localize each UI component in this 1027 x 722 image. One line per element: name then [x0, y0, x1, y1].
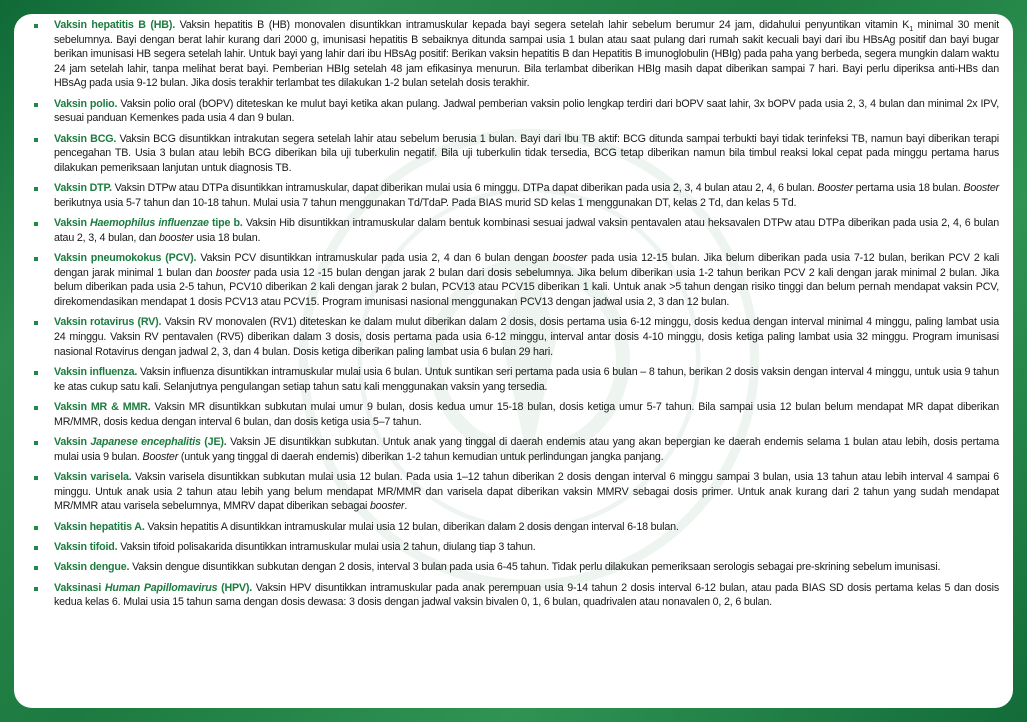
- item-title: Vaksin Japanese encephalitis (JE).: [54, 436, 227, 449]
- item-title: Vaksin polio.: [54, 97, 118, 110]
- item-title: Vaksin influenza.: [54, 366, 138, 379]
- item-title: Vaksin pneumokokus (PCV).: [54, 252, 197, 265]
- list-item-mr-mmr: Vaksin MR & MMR. Vaksin MR disuntikkan subkutan mulai umur 9 bulan, dosis kedua umur 15-18 bulan, dosis ketiga umur 5-7 tahun. Bila sampai usia 12 bulan belum mendapat MR dapat diberikan MR/MMR, dosis kedua dengan interval 6 bulan, dan dosis ketiga usia 5–7 tahun.: [54, 401, 999, 428]
- list-item-dtp: Vaksin DTP. Vaksin DTPw atau DTPa disuntikkan intramuskular, dapat diberikan mulai usia 6 minggu. DTPa dapat diberikan pada usia 2, 3, 4 bulan atau 2, 4, 6 bulan. Booster pertama usia 18 bulan. Booster berikutnya usia 5-7 tahun dan 10-18 tahun. Mulai usia 7 tahun menggunakan Td/TdaP. Pada BIAS murid SD kelas 1 menggunakan DT, kelas 2 Td, dan kelas 5 Td.: [54, 182, 999, 209]
- item-title: Vaksin BCG.: [54, 132, 117, 145]
- list-item-je: Vaksin Japanese encephalitis (JE). Vaksin JE disuntikkan subkutan. Untuk anak yang tinggal di daerah endemis atau yang akan bepergian ke daerah endemis selama 1 bulan atau lebih, dosis pertama mulai usia 9 bulan. Booster (untuk yang tinggal di daerah endemis) diberikan 1-2 tahun kemudian untuk perlindungan jangka panjang.: [54, 436, 999, 463]
- item-title: Vaksin hepatitis A.: [54, 520, 145, 533]
- list-item-varisela: Vaksin varisela. Vaksin varisela disuntikkan subkutan mulai usia 12 bulan. Pada usia 1–12 tahun diberikan 2 dosis dengan interval 6 minggu sampai 3 bulan, usia 13 tahun atau lebih interval 4 sampai 6 minggu. Untuk anak usia 2 tahun atau lebih yang belum mendapat MR/MMR dan varisela dapat diberikan vaksin MMRV sebagai dosis primer. Untuk anak kurang dari 2 tahun yang sudah mendapat MR/MMR atau varisela sebelumnya, MMRV dapat diberikan sebagai booster.: [54, 471, 999, 513]
- item-title: Vaksin tifoid.: [54, 540, 118, 553]
- list-item-hib: Vaksin Haemophilus influenzae tipe b. Vaksin Hib disuntikkan intramuskular dalam bentuk kombinasi sesuai jadwal vaksin pentavalen atau heksavalen DTPw atau DTPa diberikan pada usia 2, 4, 6 bulan atau 2, 3, 4 bulan, dan booster usia 18 bulan.: [54, 217, 1000, 244]
- list-item-rotavirus: Vaksin rotavirus (RV). Vaksin RV monovalen (RV1) diteteskan ke dalam mulut diberikan dalam 2 dosis, dosis pertama usia 6-12 minggu, dosis kedua dengan interval minimal 4 minggu, paling lambat usia 24 minggu. Vaksin RV pentavalen (RV5) diberikan dalam 3 dosis, dosis pertama pada usia 6-12 minggu, interval antar dosis 4-10 minggu, dosis ketiga paling lambat usia 32 minggu. Program imunisasi nasional Rotavirus dengan jadwal 2, 3, dan 4 bulan. Dosis ketiga diberikan paling lambat usia 6 bulan 29 hari.: [54, 316, 1000, 358]
- list-item-hepatitis-a: Vaksin hepatitis A. Vaksin hepatitis A disuntikkan intramuskular mulai usia 12 bulan, diberikan dalam 2 dosis dengan interval 6-18 bulan.: [54, 520, 999, 535]
- item-title: Vaksin MR & MMR.: [54, 401, 151, 414]
- list-item-hepatitis-b: Vaksin hepatitis B (HB). Vaksin hepatitis B (HB) monovalen disuntikkan intramuskular kepada bayi segera setelah lahir sebelum berumur 24 jam, didahului penyuntikan vitamin $K_1$ minimal 30 menit sebelumnya. Bayi dengan berat lahir kurang dari 2000 g, imunisasi hepatitis B sebaiknya ditunda sampai usia 1 bulan atau saat pulang dari rumah sakit kecuali bayi dari ibu HBsAg positif dan bayi bugar berikan imunisasi HB segera setelah lahir. Untuk bayi yang lahir dari ibu HBsAg positif: Berikan vaksin hepatitis B dan Hepatitis B imunoglobulin (HBIg) pada paha yang berbeda, segera mungkin dalam waktu 24 jam setelah lahir, tanpa melihat berat bayi. Pemberian HBIg setelah 48 jam efikasinya menurun. Bila terlambat diberikan HBIg masih dapat diberikan sampai 7 hari. Bayi perlu diperiksa anti-HBs dan HBsAg pada usia 9-12 bulan. Jika dosis terakhir terlambat tes dilakukan 1-2 bulan setelah dosis terakhir.: [54, 19, 1000, 90]
- list-item-bcg: Vaksin BCG. Vaksin BCG disuntikkan intrakutan segera setelah lahir atau sebelum berusia 1 bulan. Bayi dari Ibu TB aktif: BCG ditunda sampai terbukti bayi tidak terinfeksi TB, namun bayi diberikan terapi pencegahan TB. Usia 3 bulan atau lebih BCG diberikan bila uji tuberkulin negatif. Bila uji tuberkulin tidak tersedia, BCG tetap diberikan namun bila timbul reaksi lokal cepat pada minggu pertama harus dilakukan pemeriksaan lanjutan untuk diagnosis TB.: [54, 132, 999, 174]
- list-item-polio: Vaksin polio. Vaksin polio oral (bOPV) diteteskan ke mulut bayi ketika akan pulang. Jadwal pemberian vaksin polio lengkap terdiri dari bOPV saat lahir, 3x bOPV pada usia 2, 3, 4 bulan dan minimal 2x IPV, sesuai panduan Kemenkes pada usia 4 dan 9 bulan.: [54, 97, 999, 125]
- item-title: Vaksin varisela.: [54, 471, 132, 483]
- vaccine-list: [14, 14, 1013, 610]
- list-item-influenza: Vaksin influenza. Vaksin influenza disuntikkan intramuskular mulai usia 6 bulan. Untuk suntikan seri pertama pada usia 6 bulan – 8 tahun, berikan 2 dosis vaksin dengan interval 4 minggu, untuk usia 9 tahun ke atas cukup satu kali. Selanjutnya pengulangan setiap tahun satu kali menggunakan vaksin yang tersedia.: [54, 366, 1000, 393]
- list-item-hpv: Vaksinasi Human Papillomavirus (HPV). Vaksin HPV disuntikkan intramuskular pada anak perempuan usia 9-14 tahun 2 dosis interval 6-12 bulan, atau pada BIAS SD dosis pertama kelas 5 dan dosis kedua kelas 6. Mulai usia 15 tahun sama dengan dosis dewasa: 3 dosis dengan jadwal vaksin bivalen 0, 1, 6 bulan, quadrivalen atau nonavalen 0, 2, 6 bulan.: [54, 581, 999, 609]
- item-title: Vaksin DTP.: [54, 182, 112, 195]
- list-item-pcv: Vaksin pneumokokus (PCV). Vaksin PCV disuntikkan intramuskular pada usia 2, 4 dan 6 bulan dengan booster pada usia 12-15 bulan. Jika belum diberikan pada usia 7-12 bulan, berikan PCV 2 kali dengan jarak minimal 1 bulan dan booster pada usia 12 -15 bulan dengan jarak 2 bulan dari dosis sebelumnya. Jika belum diberikan usia 1-2 tahun berikan PCV 2 kali dengan jarak minimal 2 bulan. Jika belum diberikan pada usia 2-5 tahun, PCV10 diberikan 2 kali dengan jarak 2 bulan, PCV13 atau PCV15 diberikan 1 kali. Untuk anak >5 tahun dengan risiko tinggi dan belum pernah mendapat vaksin PCV, direkomendasikan mendapat 1 dosis PCV13 atau PCV15. Program imunisasi nasional menggunakan PCV13 dengan jadwal usia 2, 3 dan 12 bulan.: [54, 252, 1000, 309]
- item-title: Vaksin rotavirus (RV).: [54, 316, 162, 329]
- item-title: Vaksin Haemophilus influenzae tipe b.: [54, 217, 243, 230]
- item-title: Vaksin hepatitis B (HB).: [54, 19, 176, 31]
- content-panel: [14, 14, 1013, 708]
- list-item-dengue: Vaksin dengue. Vaksin dengue disuntikkan subkutan dengan 2 dosis, interval 3 bulan pada usia 6-45 tahun. Tidak perlu dilakukan pemeriksaan serologis sebagai pre-skrining sebelum imunisasi.: [54, 560, 999, 575]
- item-title: Vaksin dengue.: [54, 561, 130, 574]
- item-title: Vaksinasi Human Papillomavirus (HPV).: [54, 581, 253, 594]
- list-item-tifoid: Vaksin tifoid. Vaksin tifoid polisakarida disuntikkan intramuskular mulai usia 2 tahun, diulang tiap 3 tahun.: [54, 540, 999, 555]
